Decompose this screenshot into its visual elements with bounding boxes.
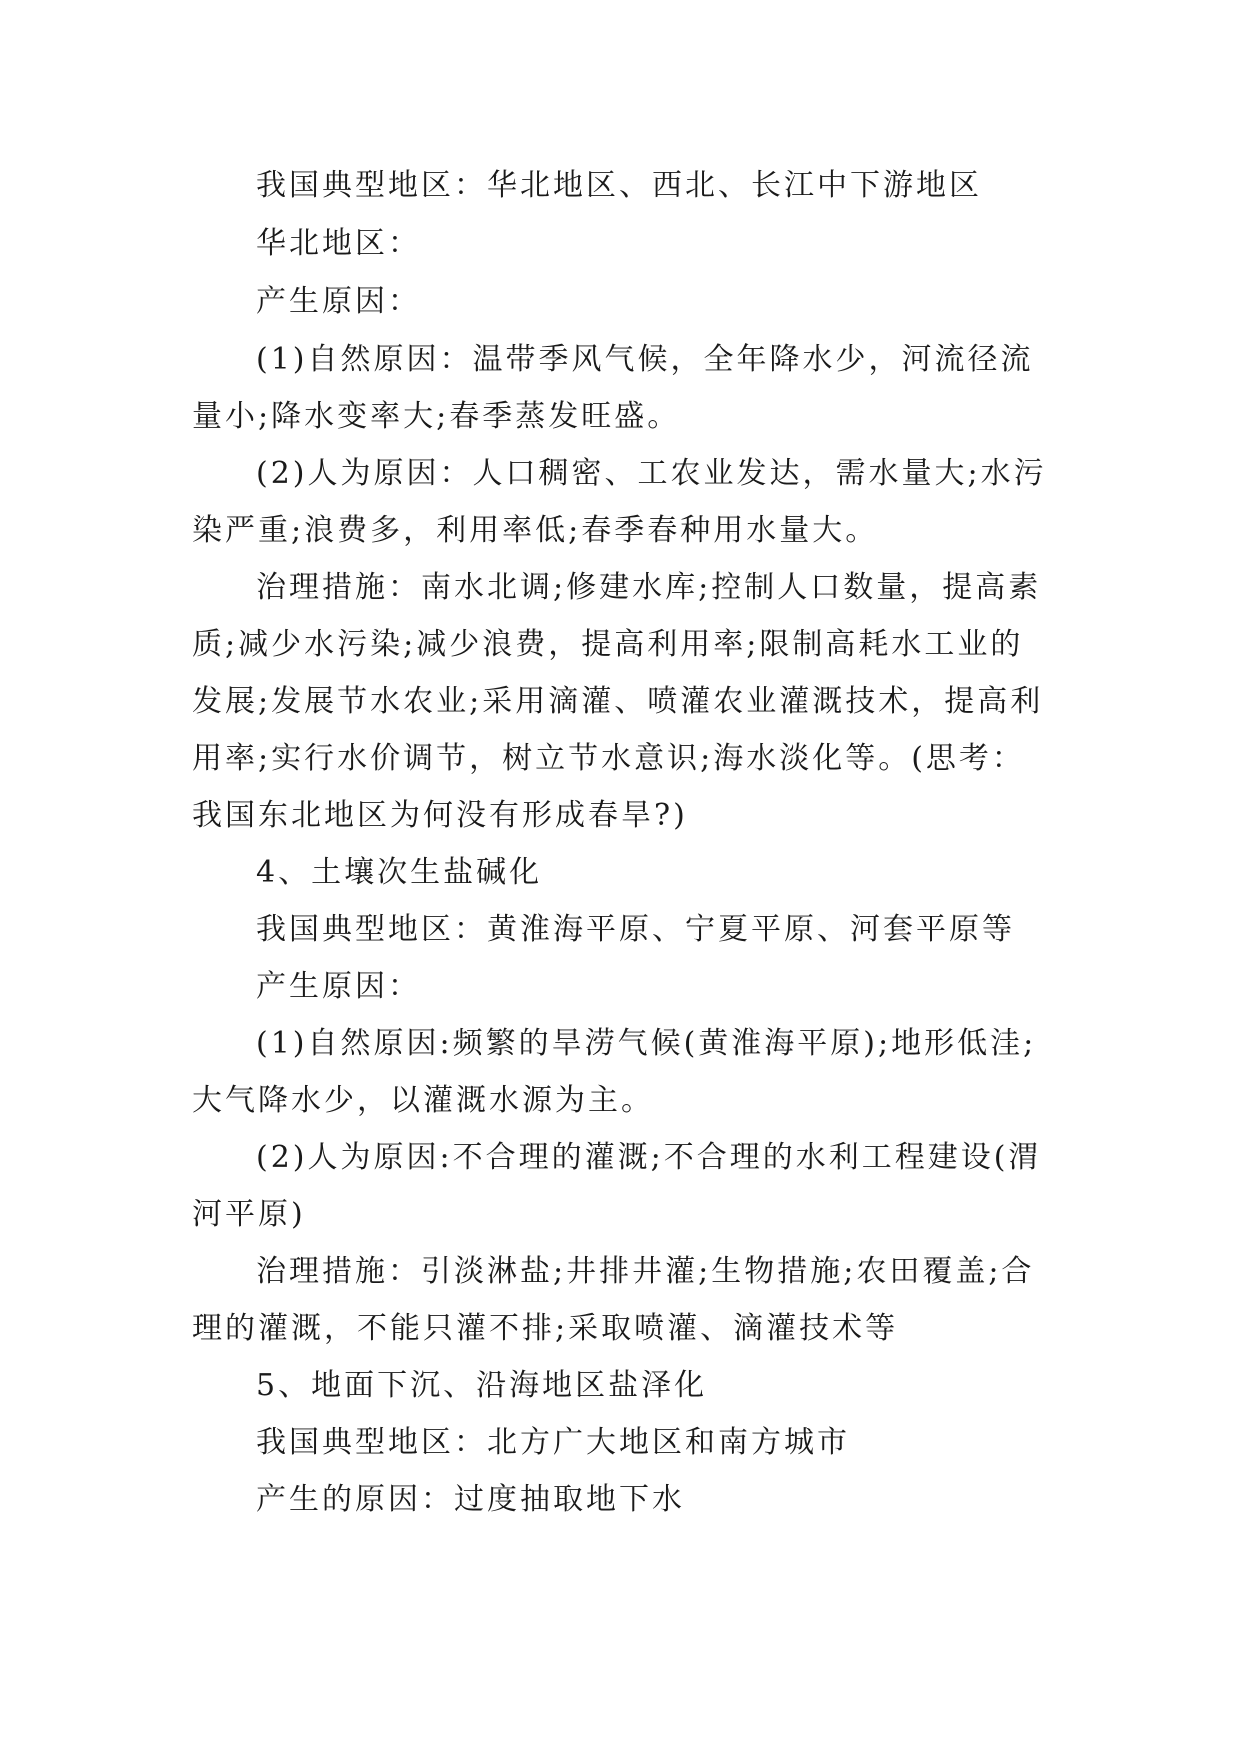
text-line: 产生的原因：过度抽取地下水 <box>256 1482 685 1517</box>
text-line: 治理措施：南水北调;修建水库;控制人口数量，提高素 <box>256 570 1042 605</box>
text-line: 产生原因： <box>256 284 421 319</box>
section-heading: 4、土壤次生盐碱化 <box>256 855 543 890</box>
section-heading: 5、地面下沉、沿海地区盐泽化 <box>256 1368 708 1403</box>
text-line: 染严重;浪费多，利用率低;春季春种用水量大。 <box>192 513 879 548</box>
text-line: 华北地区： <box>256 226 421 261</box>
text-line: 我国东北地区为何没有形成春旱?) <box>192 798 688 833</box>
text-line: 产生原因： <box>256 969 421 1004</box>
text-line: (1)自然原因:频繁的旱涝气候(黄淮海平原);地形低洼; <box>256 1026 1037 1061</box>
text-line: (2)人为原因:不合理的灌溉;不合理的水利工程建设(渭 <box>256 1140 1042 1175</box>
text-line: 用率;实行水价调节，树立节水意识;海水淡化等。(思考： <box>192 741 1025 776</box>
text-line: 理的灌溉，不能只灌不排;采取喷灌、滴灌技术等 <box>192 1311 899 1346</box>
text-line: 我国典型地区：黄淮海平原、宁夏平原、河套平原等 <box>256 912 1015 947</box>
text-line: 治理措施：引淡淋盐;井排井灌;生物措施;农田覆盖;合 <box>256 1254 1035 1289</box>
text-line: 质;减少水污染;减少浪费，提高利用率;限制高耗水工业的 <box>192 627 1024 662</box>
text-line: (1)自然原因：温带季风气候，全年降水少，河流径流 <box>256 342 1034 377</box>
text-line: (2)人为原因：人口稠密、工农业发达，需水量大;水污 <box>256 456 1047 491</box>
text-line: 河平原) <box>192 1197 306 1232</box>
text-line: 发展;发展节水农业;采用滴灌、喷灌农业灌溉技术，提高利 <box>192 684 1044 719</box>
text-line: 量小;降水变率大;春季蒸发旺盛。 <box>192 399 681 434</box>
text-line: 我国典型地区：北方广大地区和南方城市 <box>256 1425 850 1460</box>
text-line: 我国典型地区：华北地区、西北、长江中下游地区 <box>256 168 982 203</box>
text-line: 大气降水少，以灌溉水源为主。 <box>192 1083 654 1118</box>
